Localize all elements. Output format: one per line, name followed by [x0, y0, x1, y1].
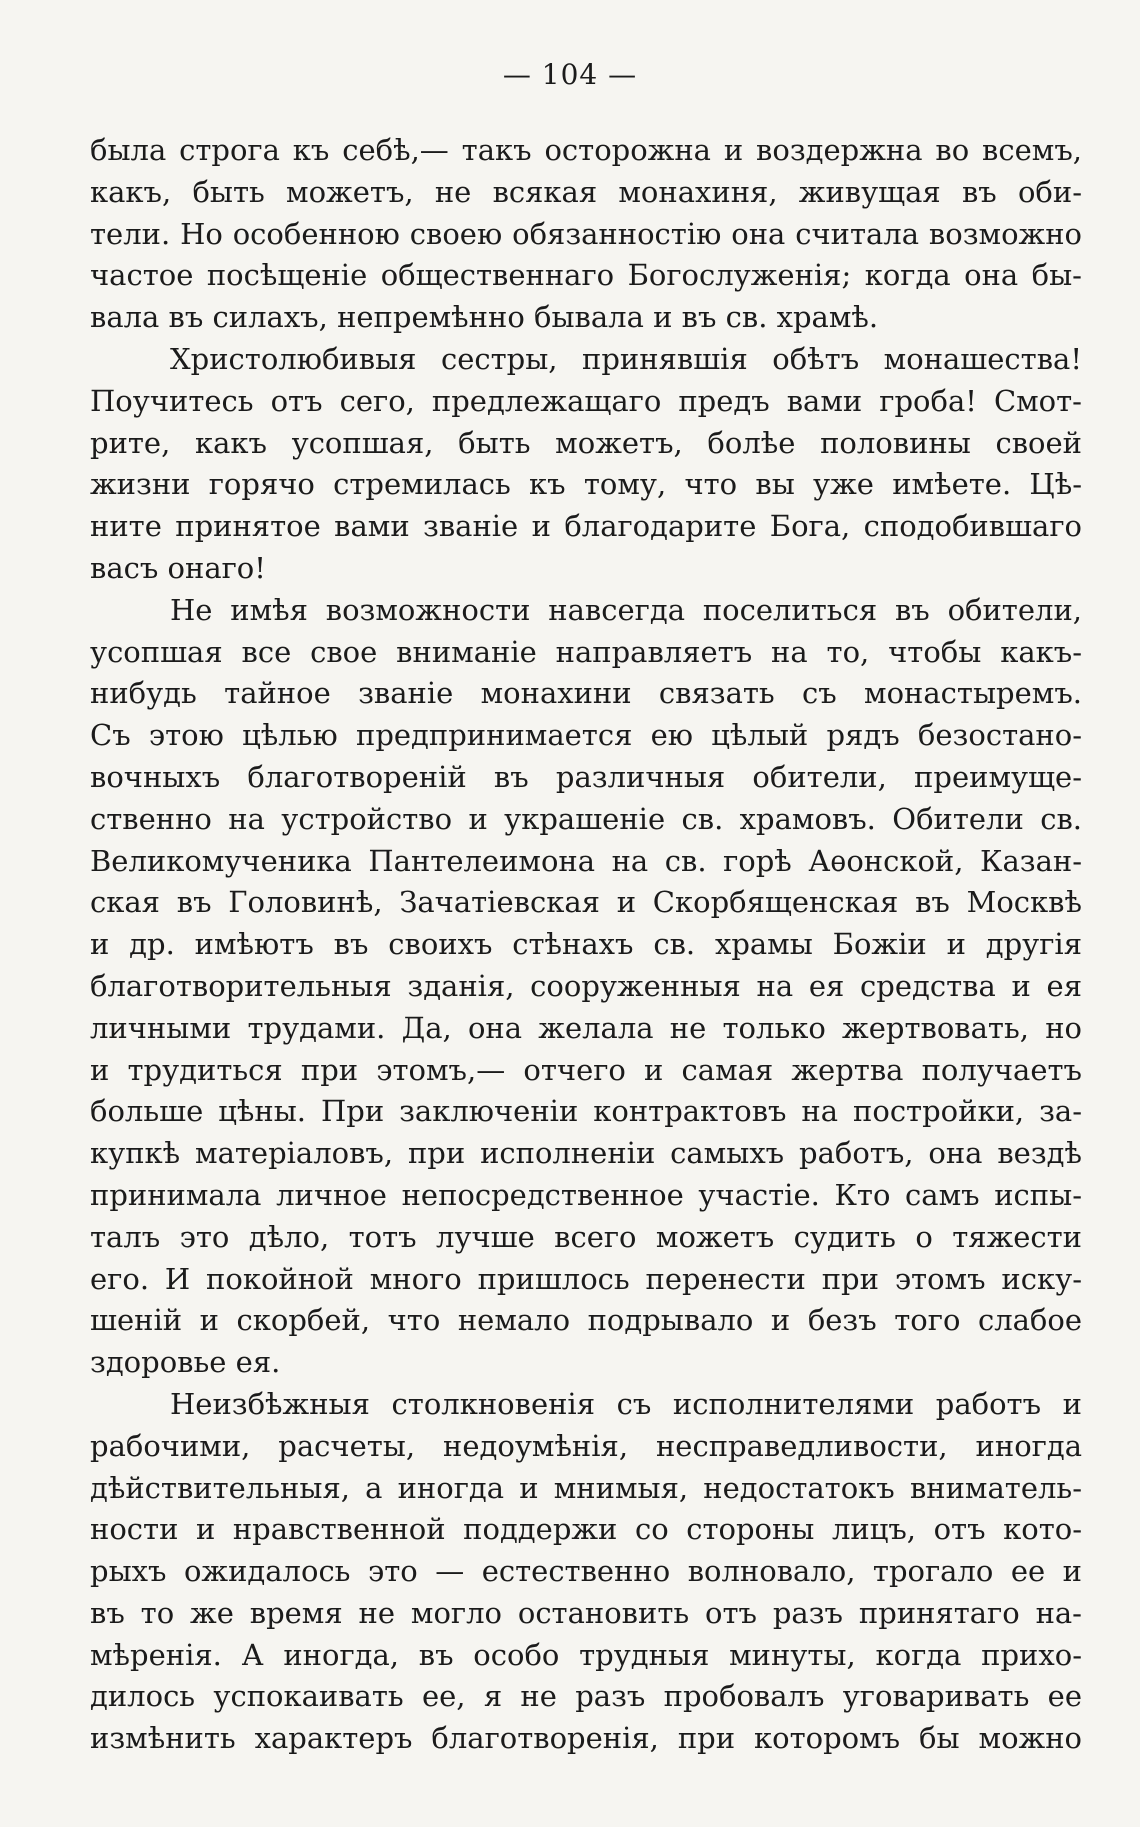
text-line: какъ, быть можетъ, не всякая монахиня, живущая въ оби-	[90, 174, 1082, 209]
text-line: шеній и скорбей, что немало подрывало и безъ того слабое	[90, 1303, 1082, 1338]
text-line: Не имѣя возможности навсегда поселиться въ обители,	[170, 592, 1082, 627]
text-line: и трудиться при этомъ,— отчего и самая жертва получаетъ	[90, 1052, 1082, 1087]
text-line: ская въ Головинѣ, Зачатіевская и Скорбященская въ Москвѣ	[90, 885, 1082, 920]
text-line: тели. Но особенною своею обязанностію она считала возможно	[90, 216, 1082, 251]
text-line: частое посѣщеніе общественнаго Богослуженія; когда она бы-	[90, 258, 1082, 293]
text-line: жизни горячо стремилась къ тому, что вы уже имѣете. Цѣ-	[90, 467, 1082, 502]
text-line: принимала личное непосредственное участіе. Кто самъ испы-	[90, 1177, 1082, 1212]
text-line: Великомученика Пантелеимона на св. горѣ Аѳонской, Казан-	[90, 843, 1082, 878]
page-number: — 104 —	[502, 58, 638, 91]
text-line: Поучитесь отъ сего, предлежащаго предъ вами гроба! Смот-	[90, 383, 1082, 418]
text-line: Съ этою цѣлью предпринимается ею цѣлый рядъ безостано-	[90, 718, 1082, 753]
text-line: дилось успокаивать ее, я не разъ пробовалъ уговаривать ее	[90, 1679, 1082, 1714]
text-line: въ то же время не могло остановить отъ разъ принятаго на-	[90, 1595, 1082, 1630]
text-line: нибудь тайное званіе монахини связать съ монастыремъ.	[90, 676, 1082, 711]
text-line: вочныхъ благотвореній въ различныя обители, преимуще-	[90, 759, 1082, 794]
text-line: мѣренія. А иногда, въ особо трудныя минуты, когда прихо-	[90, 1637, 1082, 1672]
text-line: ности и нравственной поддержи со стороны лицъ, отъ кото-	[90, 1512, 1082, 1547]
text-line: Христолюбивыя сестры, принявшія обѣтъ монашества!	[170, 341, 1082, 376]
text-line: рите, какъ усопшая, быть можетъ, болѣе половины своей	[90, 425, 1082, 460]
text-line: его. И покойной много пришлось перенести при этомъ иску-	[90, 1261, 1082, 1296]
text-line: рыхъ ожидалось это — естественно волновало, трогало ее и	[90, 1554, 1082, 1589]
text-line: измѣнить характеръ благотворенія, при которомъ бы можно	[90, 1721, 1082, 1756]
text-line: купкѣ матеріаловъ, при исполненіи самыхъ работъ, она вездѣ	[90, 1136, 1082, 1171]
text-line: благотворительныя зданія, сооруженныя на ея средства и ея	[90, 968, 1082, 1003]
text-line: талъ это дѣло, тотъ лучше всего можетъ судить о тяжести	[90, 1219, 1082, 1254]
text-line: была строга къ себѣ,— такъ осторожна и воздержна во всемъ,	[90, 133, 1082, 167]
text-line: усопшая все свое вниманіе направляетъ на то, чтобы какъ-	[90, 634, 1082, 669]
body-text	[90, 130, 1082, 1760]
text-line: ните принятое вами званіе и благодарите Бога, сподобившаго	[90, 509, 1082, 544]
text-line: личными трудами. Да, она желала не только жертвовать, но	[90, 1010, 1082, 1045]
text-line: дѣйствительныя, а иногда и мнимыя, недостатокъ вниматель-	[90, 1470, 1082, 1505]
text-line: Неизбѣжныя столкновенія съ исполнителями работъ и	[170, 1386, 1082, 1421]
text-line: и др. имѣютъ въ своихъ стѣнахъ св. храмы Божіи и другія	[90, 927, 1082, 962]
text-line: васъ онаго!	[90, 550, 266, 585]
text-line: здоровье ея.	[90, 1345, 281, 1380]
text-line: вала въ силахъ, непремѣнно бывала и въ св. храмѣ.	[90, 300, 879, 335]
text-line: больше цѣны. При заключеніи контрактовъ на постройки, за-	[90, 1094, 1082, 1129]
text-line: рабочими, расчеты, недоумѣнія, несправедливости, иногда	[90, 1428, 1082, 1463]
text-line: ственно на устройство и украшеніе св. храмовъ. Обители св.	[90, 801, 1082, 836]
